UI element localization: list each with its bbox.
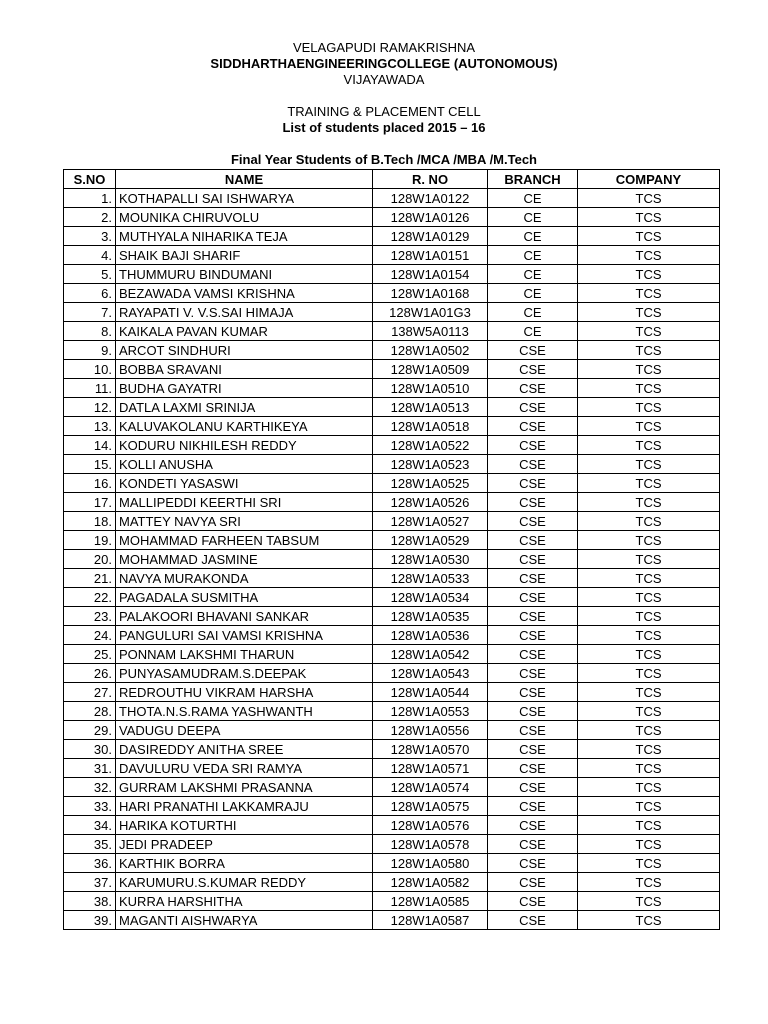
- cell-company: TCS: [578, 455, 720, 474]
- cell-rno: 128W1A01G3: [373, 303, 488, 322]
- cell-company: TCS: [578, 702, 720, 721]
- cell-name: NAVYA MURAKONDA: [116, 569, 373, 588]
- cell-company: TCS: [578, 911, 720, 930]
- college-name-line-1: VELAGAPUDI RAMAKRISHNA: [292, 40, 476, 55]
- table-row: [64, 284, 720, 303]
- college-city: VIJAYAWADA: [343, 72, 425, 87]
- cell-rno: 128W1A0582: [373, 873, 488, 892]
- cell-rno: 128W1A0154: [373, 265, 488, 284]
- table-row: [64, 702, 720, 721]
- cell-branch: CSE: [488, 379, 578, 398]
- table-row: [64, 911, 720, 930]
- cell-sno: 3.: [64, 227, 116, 246]
- cell-rno: 128W1A0513: [373, 398, 488, 417]
- cell-rno: 128W1A0502: [373, 341, 488, 360]
- table-row: [64, 816, 720, 835]
- cell-rno: 128W1A0522: [373, 436, 488, 455]
- cell-sno: 6.: [64, 284, 116, 303]
- cell-name: PONNAM LAKSHMI THARUN: [116, 645, 373, 664]
- cell-company: TCS: [578, 892, 720, 911]
- cell-company: TCS: [578, 664, 720, 683]
- cell-sno: 15.: [64, 455, 116, 474]
- cell-name: PALAKOORI BHAVANI SANKAR: [116, 607, 373, 626]
- cell-sno: 8.: [64, 322, 116, 341]
- cell-sno: 35.: [64, 835, 116, 854]
- cell-rno: 128W1A0578: [373, 835, 488, 854]
- cell-company: TCS: [578, 189, 720, 208]
- cell-name: BEZAWADA VAMSI KRISHNA: [116, 284, 373, 303]
- col-header-name: NAME: [116, 170, 373, 189]
- cell-company: TCS: [578, 759, 720, 778]
- cell-branch: CSE: [488, 512, 578, 531]
- cell-branch: CE: [488, 246, 578, 265]
- cell-name: KALUVAKOLANU KARTHIKEYA: [116, 417, 373, 436]
- cell-rno: 128W1A0544: [373, 683, 488, 702]
- table-row: [64, 474, 720, 493]
- cell-company: TCS: [578, 531, 720, 550]
- table-row: [64, 227, 720, 246]
- col-header-company: COMPANY: [578, 170, 720, 189]
- cell-sno: 19.: [64, 531, 116, 550]
- cell-name: PANGULURI SAI VAMSI KRISHNA: [116, 626, 373, 645]
- cell-sno: 29.: [64, 721, 116, 740]
- cell-sno: 7.: [64, 303, 116, 322]
- cell-company: TCS: [578, 835, 720, 854]
- cell-name: BOBBA SRAVANI: [116, 360, 373, 379]
- cell-rno: 128W1A0122: [373, 189, 488, 208]
- cell-rno: 128W1A0553: [373, 702, 488, 721]
- cell-name: PUNYASAMUDRAM.S.DEEPAK: [116, 664, 373, 683]
- cell-company: TCS: [578, 417, 720, 436]
- cell-name: KOTHAPALLI SAI ISHWARYA: [116, 189, 373, 208]
- cell-name: KONDETI YASASWI: [116, 474, 373, 493]
- document-header: [0, 40, 768, 168]
- cell-name: THOTA.N.S.RAMA YASHWANTH: [116, 702, 373, 721]
- cell-company: TCS: [578, 626, 720, 645]
- cell-branch: CSE: [488, 474, 578, 493]
- cell-branch: CSE: [488, 341, 578, 360]
- cell-rno: 128W1A0525: [373, 474, 488, 493]
- cell-rno: 128W1A0574: [373, 778, 488, 797]
- table-row: [64, 531, 720, 550]
- cell-company: TCS: [578, 683, 720, 702]
- cell-company: TCS: [578, 303, 720, 322]
- cell-sno: 5.: [64, 265, 116, 284]
- cell-branch: CSE: [488, 778, 578, 797]
- table-row: [64, 873, 720, 892]
- placement-table: [63, 169, 720, 930]
- cell-sno: 20.: [64, 550, 116, 569]
- cell-branch: CSE: [488, 455, 578, 474]
- cell-sno: 30.: [64, 740, 116, 759]
- cell-branch: CSE: [488, 645, 578, 664]
- cell-sno: 34.: [64, 816, 116, 835]
- cell-name: THUMMURU BINDUMANI: [116, 265, 373, 284]
- cell-name: KAIKALA PAVAN KUMAR: [116, 322, 373, 341]
- cell-company: TCS: [578, 341, 720, 360]
- table-row: [64, 607, 720, 626]
- cell-company: TCS: [578, 208, 720, 227]
- col-header-sno: S.NO: [64, 170, 116, 189]
- cell-branch: CE: [488, 265, 578, 284]
- table-row: [64, 436, 720, 455]
- table-header-row: [64, 170, 720, 189]
- cell-company: TCS: [578, 379, 720, 398]
- cell-branch: CSE: [488, 531, 578, 550]
- cell-company: TCS: [578, 721, 720, 740]
- table-row: [64, 588, 720, 607]
- table-row: [64, 835, 720, 854]
- cell-name: DAVULURU VEDA SRI RAMYA: [116, 759, 373, 778]
- table-row: [64, 721, 720, 740]
- table-row: [64, 303, 720, 322]
- cell-name: JEDI PRADEEP: [116, 835, 373, 854]
- cell-rno: 128W1A0571: [373, 759, 488, 778]
- table-row: [64, 341, 720, 360]
- cell-name: KODURU NIKHILESH REDDY: [116, 436, 373, 455]
- cell-sno: 18.: [64, 512, 116, 531]
- table-row: [64, 512, 720, 531]
- table-body: [64, 189, 720, 930]
- col-header-branch: BRANCH: [488, 170, 578, 189]
- cell-sno: 21.: [64, 569, 116, 588]
- cell-rno: 128W1A0575: [373, 797, 488, 816]
- list-title: List of students placed 2015 – 16: [282, 120, 486, 135]
- cell-rno: 128W1A0585: [373, 892, 488, 911]
- cell-rno: 128W1A0518: [373, 417, 488, 436]
- cell-sno: 9.: [64, 341, 116, 360]
- cell-name: MALLIPEDDI KEERTHI SRI: [116, 493, 373, 512]
- col-header-rno: R. NO: [373, 170, 488, 189]
- cell-company: TCS: [578, 322, 720, 341]
- cell-rno: 128W1A0576: [373, 816, 488, 835]
- cell-name: ARCOT SINDHURI: [116, 341, 373, 360]
- cell-rno: 128W1A0527: [373, 512, 488, 531]
- cell-company: TCS: [578, 569, 720, 588]
- cell-company: TCS: [578, 550, 720, 569]
- cell-branch: CSE: [488, 854, 578, 873]
- cell-name: GURRAM LAKSHMI PRASANNA: [116, 778, 373, 797]
- cell-name: RAYAPATI V. V.S.SAI HIMAJA: [116, 303, 373, 322]
- cell-sno: 13.: [64, 417, 116, 436]
- cell-company: TCS: [578, 246, 720, 265]
- cell-branch: CSE: [488, 626, 578, 645]
- cell-branch: CSE: [488, 835, 578, 854]
- cell-sno: 38.: [64, 892, 116, 911]
- table-row: [64, 189, 720, 208]
- cell-rno: 128W1A0535: [373, 607, 488, 626]
- list-subtitle: Final Year Students of B.Tech /MCA /MBA /M.Tech: [230, 152, 537, 167]
- cell-sno: 37.: [64, 873, 116, 892]
- cell-branch: CSE: [488, 892, 578, 911]
- cell-branch: CE: [488, 208, 578, 227]
- cell-rno: 128W1A0151: [373, 246, 488, 265]
- cell-sno: 2.: [64, 208, 116, 227]
- cell-branch: CSE: [488, 873, 578, 892]
- cell-sno: 33.: [64, 797, 116, 816]
- cell-name: MATTEY NAVYA SRI: [116, 512, 373, 531]
- cell-sno: 25.: [64, 645, 116, 664]
- cell-company: TCS: [578, 227, 720, 246]
- cell-name: KOLLI ANUSHA: [116, 455, 373, 474]
- cell-sno: 32.: [64, 778, 116, 797]
- cell-company: TCS: [578, 284, 720, 303]
- cell-branch: CSE: [488, 417, 578, 436]
- cell-rno: 128W1A0570: [373, 740, 488, 759]
- cell-branch: CSE: [488, 664, 578, 683]
- cell-rno: 128W1A0168: [373, 284, 488, 303]
- cell-rno: 128W1A0534: [373, 588, 488, 607]
- table-row: [64, 797, 720, 816]
- cell-company: TCS: [578, 778, 720, 797]
- table-row: [64, 398, 720, 417]
- cell-branch: CSE: [488, 398, 578, 417]
- cell-rno: 128W1A0556: [373, 721, 488, 740]
- cell-branch: CSE: [488, 493, 578, 512]
- cell-branch: CSE: [488, 816, 578, 835]
- cell-rno: 128W1A0543: [373, 664, 488, 683]
- cell-name: KURRA HARSHITHA: [116, 892, 373, 911]
- cell-rno: 128W1A0129: [373, 227, 488, 246]
- cell-branch: CSE: [488, 759, 578, 778]
- cell-rno: 138W5A0113: [373, 322, 488, 341]
- cell-company: TCS: [578, 512, 720, 531]
- cell-branch: CSE: [488, 797, 578, 816]
- cell-sno: 1.: [64, 189, 116, 208]
- cell-rno: 128W1A0509: [373, 360, 488, 379]
- table-row: [64, 854, 720, 873]
- table-row: [64, 246, 720, 265]
- cell-name: KARUMURU.S.KUMAR REDDY: [116, 873, 373, 892]
- cell-sno: 4.: [64, 246, 116, 265]
- cell-sno: 31.: [64, 759, 116, 778]
- cell-name: MOHAMMAD JASMINE: [116, 550, 373, 569]
- cell-name: VADUGU DEEPA: [116, 721, 373, 740]
- table-row: [64, 626, 720, 645]
- table-row: [64, 360, 720, 379]
- table-row: [64, 759, 720, 778]
- cell-sno: 39.: [64, 911, 116, 930]
- cell-rno: 128W1A0542: [373, 645, 488, 664]
- table-row: [64, 778, 720, 797]
- cell-rno: 128W1A0126: [373, 208, 488, 227]
- cell-name: MAGANTI AISHWARYA: [116, 911, 373, 930]
- cell-branch: CSE: [488, 569, 578, 588]
- cell-branch: CSE: [488, 607, 578, 626]
- cell-sno: 12.: [64, 398, 116, 417]
- cell-rno: 128W1A0526: [373, 493, 488, 512]
- cell-company: TCS: [578, 474, 720, 493]
- table-row: [64, 265, 720, 284]
- cell-branch: CE: [488, 284, 578, 303]
- cell-branch: CSE: [488, 360, 578, 379]
- table-row: [64, 550, 720, 569]
- table-row: [64, 208, 720, 227]
- table-row: [64, 645, 720, 664]
- cell-branch: CE: [488, 189, 578, 208]
- cell-name: KARTHIK BORRA: [116, 854, 373, 873]
- cell-name: REDROUTHU VIKRAM HARSHA: [116, 683, 373, 702]
- cell-company: TCS: [578, 436, 720, 455]
- college-name-line-2: SIDDHARTHAENGINEERINGCOLLEGE (AUTONOMOUS): [210, 56, 558, 71]
- cell-name: BUDHA GAYATRI: [116, 379, 373, 398]
- cell-branch: CE: [488, 227, 578, 246]
- table-row: [64, 322, 720, 341]
- cell-branch: CSE: [488, 740, 578, 759]
- cell-company: TCS: [578, 588, 720, 607]
- cell-name: MOUNIKA CHIRUVOLU: [116, 208, 373, 227]
- cell-branch: CSE: [488, 683, 578, 702]
- cell-company: TCS: [578, 265, 720, 284]
- cell-company: TCS: [578, 740, 720, 759]
- cell-name: HARIKA KOTURTHI: [116, 816, 373, 835]
- cell-branch: CE: [488, 322, 578, 341]
- table-row: [64, 569, 720, 588]
- table-row: [64, 493, 720, 512]
- department-title: TRAINING & PLACEMENT CELL: [287, 104, 481, 119]
- cell-name: PAGADALA SUSMITHA: [116, 588, 373, 607]
- cell-rno: 128W1A0529: [373, 531, 488, 550]
- cell-company: TCS: [578, 360, 720, 379]
- table-row: [64, 740, 720, 759]
- table-row: [64, 417, 720, 436]
- cell-branch: CSE: [488, 588, 578, 607]
- cell-company: TCS: [578, 854, 720, 873]
- cell-name: MUTHYALA NIHARIKA TEJA: [116, 227, 373, 246]
- cell-sno: 10.: [64, 360, 116, 379]
- cell-sno: 27.: [64, 683, 116, 702]
- cell-name: SHAIK BAJI SHARIF: [116, 246, 373, 265]
- cell-branch: CSE: [488, 550, 578, 569]
- cell-rno: 128W1A0510: [373, 379, 488, 398]
- cell-rno: 128W1A0536: [373, 626, 488, 645]
- table-row: [64, 892, 720, 911]
- cell-rno: 128W1A0533: [373, 569, 488, 588]
- cell-branch: CE: [488, 303, 578, 322]
- cell-sno: 28.: [64, 702, 116, 721]
- cell-rno: 128W1A0530: [373, 550, 488, 569]
- cell-branch: CSE: [488, 721, 578, 740]
- cell-sno: 23.: [64, 607, 116, 626]
- cell-sno: 17.: [64, 493, 116, 512]
- cell-rno: 128W1A0523: [373, 455, 488, 474]
- cell-branch: CSE: [488, 702, 578, 721]
- cell-sno: 14.: [64, 436, 116, 455]
- cell-company: TCS: [578, 873, 720, 892]
- cell-sno: 16.: [64, 474, 116, 493]
- table-row: [64, 683, 720, 702]
- cell-sno: 11.: [64, 379, 116, 398]
- cell-rno: 128W1A0580: [373, 854, 488, 873]
- cell-branch: CSE: [488, 911, 578, 930]
- cell-company: TCS: [578, 645, 720, 664]
- cell-sno: 26.: [64, 664, 116, 683]
- table-row: [64, 664, 720, 683]
- cell-sno: 22.: [64, 588, 116, 607]
- cell-company: TCS: [578, 398, 720, 417]
- cell-name: DATLA LAXMI SRINIJA: [116, 398, 373, 417]
- cell-name: MOHAMMAD FARHEEN TABSUM: [116, 531, 373, 550]
- cell-company: TCS: [578, 493, 720, 512]
- cell-sno: 36.: [64, 854, 116, 873]
- cell-company: TCS: [578, 816, 720, 835]
- cell-name: DASIREDDY ANITHA SREE: [116, 740, 373, 759]
- cell-name: HARI PRANATHI LAKKAMRAJU: [116, 797, 373, 816]
- cell-company: TCS: [578, 607, 720, 626]
- cell-rno: 128W1A0587: [373, 911, 488, 930]
- table-row: [64, 379, 720, 398]
- table-row: [64, 455, 720, 474]
- cell-branch: CSE: [488, 436, 578, 455]
- cell-sno: 24.: [64, 626, 116, 645]
- cell-company: TCS: [578, 797, 720, 816]
